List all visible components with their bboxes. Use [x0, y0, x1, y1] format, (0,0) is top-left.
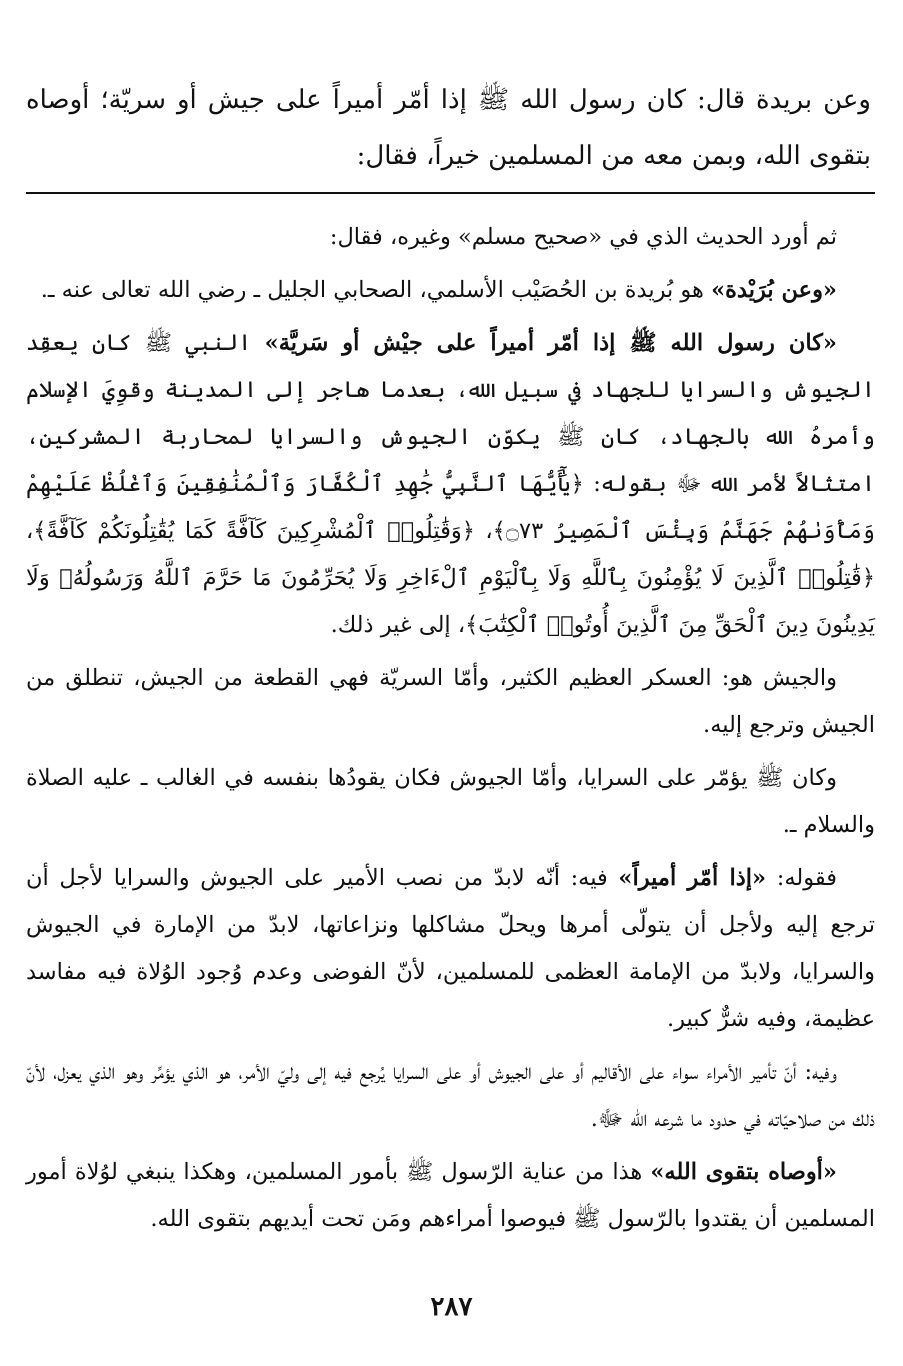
paragraph-army-definition: والجيش هو: العسكر العظيم الكثير، وأمّا السريّة فهي القطعة من الجيش، تنطلق من الجيش وترجع إليه.: [26, 665, 875, 738]
paragraph-ruler-authority: وفيه: أنّ تأمير الأمراء سواء على الأقاليم أو على الجيوش أو على السرايا يُرجع فيه إلى وليّ الأمر، هو الذي يؤمِّر وهو الذي يعزل، لأنّ ذلك من صلاحيّاته في حدود ما شرعه الله ﷻ.: [26, 1059, 875, 1132]
quran-verse: ﴿قَٰتِلُوا۟ ٱلَّذِينَ لَا يُؤْمِنُونَ بِٱللَّهِ وَلَا بِٱلْيَوْمِ ٱلْءَاخِرِ وَلَا يُحَرِّمُونَ مَا حَرَّمَ ٱللَّهُ وَرَسُولُهُۥ وَلَا يَدِينُونَ دِينَ ٱلْحَقِّ مِنَ ٱلَّذِينَ أُوتُوا۟ ٱلْكِتَٰبَ﴾: [26, 565, 875, 638]
paragraph-taqwa: [26, 1149, 875, 1243]
hadith-header-text: وعن بريدة قال: كان رسول الله ﷺ إذا أمّر أميراً على جيش أو سريّة؛ أوصاه بتقوى الله، وبمن معه من المسلمين خيراً، فقال:: [26, 85, 871, 171]
commentary-body: [26, 214, 875, 1243]
quoted-phrase: «وعن بُرَيْدة»: [711, 277, 837, 303]
quoted-phrase: «إذا أمّر أميراً»: [618, 865, 767, 891]
header-divider: [26, 192, 875, 194]
paragraph-leadership: وكان ﷺ يؤمّر على السرايا، وأمّا الجيوش فكان يقودُها بنفسه في الغالب ـ عليه الصلاة والسلام ـ.: [26, 765, 875, 838]
paragraph-narrator: [26, 267, 875, 314]
quran-verse: ﴿يَٰٓأَيُّهَا ٱلنَّبِيُّ جَٰهِدِ ٱلْكُفَّارَ وَٱلْمُنَٰفِقِينَ وَٱغْلُظْ عَلَيْهِمْ وَمَأْوَىٰهُمْ جَهَنَّمُ وَبِئْسَ ٱلْمَصِيرُ ۝٧٣﴾: [26, 471, 875, 544]
quoted-phrase: «أوصاه بتقوى الله»: [650, 1159, 837, 1185]
separator-text: ،: [26, 518, 34, 544]
paragraph-text: هذا من عناية الرّسول ﷺ بأمور المسلمين، وهكذا ينبغي لوُلاة أمور المسلمين أن يقتدوا بالرّسول ﷺ فيوصوا أمراءهم ومَن تحت أيديهم بتقوى الله.: [26, 1159, 875, 1232]
paragraph-text: هو بُريدة بن الحُصَيْب الأسلمي، الصحابي الجليل ـ رضي الله تعالى عنه ـ.: [40, 277, 712, 303]
quoted-phrase: «كان رسول الله ﷺ إذا أمّر أميراً على جيْش أو سَريَّة»: [264, 330, 837, 356]
paragraph-text: فيه: أنّه لابدّ من نصب الأمير على الجيوش والسرايا لأجل أن ترجع إليه ولأجل أن يتولّى أمرها ويحلّ مشاكلها ونزاعاتها، لابدّ من الإمارة في الجيوش والسرايا، ولابدّ من الإمامة العظمى للمسلمين، لأنّ الفوضى وعدم وُجود الوُلاة فيه مفاسد عظيمة، وفيه شرٌّ كبير.: [26, 865, 875, 1032]
page-number: ٢٨٧: [430, 1292, 473, 1322]
paragraph-intro: ثم أورد الحديث الذي في «صحيح مسلم» وغيره، فقال:: [329, 224, 837, 250]
separator-text: ،: [474, 518, 493, 544]
paragraph-text: ، إلى غير ذلك.: [330, 612, 466, 638]
paragraph-appointing-amir: [26, 855, 875, 1043]
paragraph-armies: [26, 320, 875, 649]
quran-verse: ﴿وَقَٰتِلُوا۟ ٱلْمُشْرِكِينَ كَآفَّةً كَمَا يُقَٰتِلُونَكُمْ كَآفَّةً﴾: [33, 518, 475, 544]
paragraph-text: النبي ﷺ كان يعقِد الجيوش والسرايا للجهاد في سبيل الله، بعدما هاجر إلى المدينة وقوِيَ الإسلام وأمرهُ الله بالجهاد، كان ﷺ يكوّن الجيوش والسرايا لمحاربة المشركين، امتثالاً لأمر الله ﷻ بقوله:: [26, 330, 875, 497]
paragraph-text: فقوله:: [766, 865, 838, 891]
